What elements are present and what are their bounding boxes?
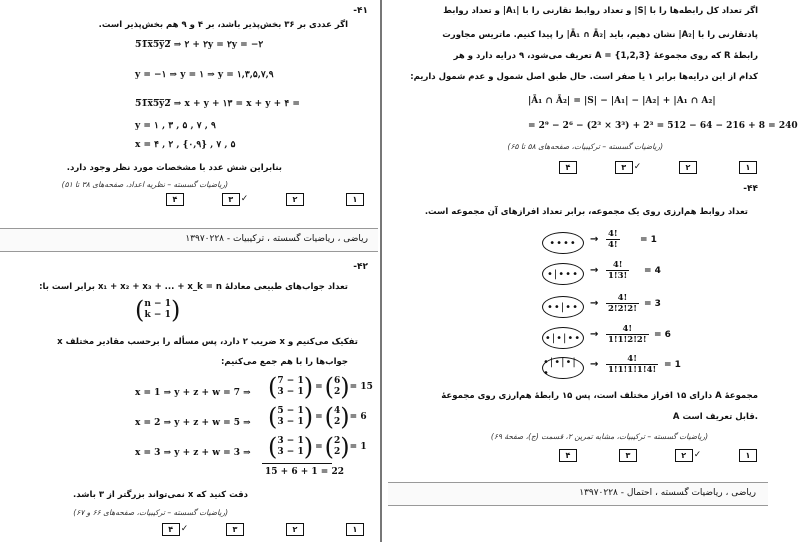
- q43-line4: کدام از این درایه‌ها برابر ۱ یا صفر است. حال طبق اصل شمول و عدم شمول داریم:: [410, 72, 758, 82]
- frac2-den: 1!3!: [608, 271, 628, 281]
- section-band-right: [388, 482, 768, 506]
- r2-bot: 3 − 1: [277, 417, 304, 427]
- binom-top: n − 1: [144, 299, 171, 309]
- partition-fraction-5: [606, 354, 658, 375]
- checkmark-icon: ✓: [240, 194, 249, 204]
- question-41-number: -۴۱: [353, 6, 368, 16]
- partition-oval-5: [542, 357, 584, 379]
- q44-option-3[interactable]: ۳: [619, 449, 637, 462]
- q42-intro: تعداد جواب‌های طبیعی معادلهٔ x₁ + x₂ + x₃ + ... + x_k = n برابر است با:: [39, 282, 348, 292]
- r3-result: = 1: [349, 442, 367, 452]
- partition-result-4: = 6: [654, 330, 671, 340]
- r3-bot2: 2: [334, 447, 341, 457]
- r1-top2: 6: [334, 376, 341, 386]
- q44-reference: (ریاضیات گسسته – ترکیبیات، مشابه تمرین ۲، قسمت (ج)، صفحهٔ ۶۹): [490, 432, 708, 441]
- r3-top: 3 − 1: [277, 436, 304, 446]
- q42-note: دقت کنید که x نمی‌تواند بزرگتر از ۳ باشد.: [73, 490, 248, 500]
- arrow-icon: →: [590, 329, 599, 340]
- q44-option-1[interactable]: ۱: [739, 449, 757, 462]
- q42-row2-lhs: x = 2 ⇒ y + z + w = 5 ⇒: [135, 418, 251, 428]
- q41-option-3[interactable]: ۳: [222, 193, 240, 206]
- arrow-icon: →: [590, 234, 599, 245]
- question-42-number: -۴۲: [353, 262, 368, 272]
- partition-fraction-2: [606, 260, 629, 281]
- r1-bot: 3 − 1: [277, 387, 304, 397]
- q42-binomial: ( n − 1 k − 1 ): [135, 296, 181, 324]
- q42-answer-row: [145, 523, 385, 535]
- frac3-den: 2!2!2!: [608, 304, 637, 314]
- frac1-den: 4!: [608, 240, 618, 250]
- partition-result-5: = 1: [664, 360, 681, 370]
- q43-option-2[interactable]: ۲: [679, 161, 697, 174]
- column-divider: [380, 0, 382, 542]
- q43-reference: (ریاضیات گسسته – ترکیبیات، صفحه‌های ۵۸ تا ۶۵): [507, 142, 663, 151]
- q44-intro: تعداد روابط هم‌ارزی روی یک مجموعه، برابر تعداد افرازهای آن مجموعه است.: [424, 207, 748, 217]
- frac1-num: 4!: [608, 229, 618, 239]
- q41-reference: (ریاضیات گسسته – نظریه اعداد، صفحه‌های ۳۸ تا ۵۱): [61, 180, 228, 189]
- q43-option-4[interactable]: ۴: [559, 161, 577, 174]
- q41-answer-row: [145, 193, 385, 205]
- frac4-den: 1!1!2!2!: [608, 335, 647, 345]
- q44-conclusion-2: A قابل تعریف است.: [672, 412, 758, 422]
- checkmark-icon: ✓: [633, 162, 642, 172]
- r3-bot: 3 − 1: [277, 447, 304, 457]
- q41-intro: اگر عددی بر ۳۶ بخش‌پذیر باشد، بر ۴ و ۹ هم بخش‌پذیر است.: [98, 20, 348, 30]
- partition-dots-4: •|•|••: [544, 332, 582, 344]
- q41-eq5: x = ۴ , ۲ , {۰,۹} , ۷ , ۵: [135, 140, 236, 150]
- q43-answer-row: [538, 161, 778, 173]
- partition-fraction-3: [606, 293, 639, 314]
- q44-option-2[interactable]: ۲: [675, 449, 693, 462]
- q43-line1: اگر تعداد کل رابطه‌ها را با |S| و تعداد روابط تقارنی را با |A₁| و تعداد روابط: [443, 6, 758, 16]
- r2-bot2: 2: [334, 417, 341, 427]
- q44-option-4[interactable]: ۴: [559, 449, 577, 462]
- q42-option-2[interactable]: ۲: [286, 523, 304, 536]
- q44-conclusion-1: مجموعهٔ A دارای ۱۵ افراز مختلف است، پس ۱۵ رابطهٔ هم‌ارزی روی مجموعهٔ: [441, 391, 758, 401]
- q41-eq2: y = −۱ ⇒ y = ۱ ⇒ y = ۱,۳,۵,۷,۹: [135, 70, 274, 80]
- r1-result: = 15: [349, 382, 373, 392]
- r3-top2: 2: [334, 436, 341, 446]
- right-column: [388, 0, 798, 542]
- q41-option-1[interactable]: ۱: [346, 193, 364, 206]
- q42-row3-lhs: x = 3 ⇒ y + z + w = 3 ⇒: [135, 448, 251, 458]
- partition-result-1: = 1: [640, 235, 657, 245]
- q42-option-1[interactable]: ۱: [346, 523, 364, 536]
- checkmark-icon: ✓: [180, 524, 189, 534]
- section-band-title: ریاضی ، ریاضیات گسسته ، ترکیبیات - ۱۳۹۷۰۲۲۸: [185, 234, 368, 244]
- q42-paragraph-1: x ضریب ۲ دارد، پس مسأله را برحسب مقادیر مختلف x تفکیک می‌کنیم و: [57, 337, 358, 347]
- partition-oval-4: [542, 327, 584, 349]
- q42-paragraph-2: جواب‌ها را با هم جمع می‌کنیم:: [221, 357, 348, 367]
- partition-fraction-1: [606, 229, 620, 250]
- q43-line3: رابطهٔ R که روی مجموعهٔ A = {1,2,3} تعریف می‌شود، ۹ درایه دارد و هر: [453, 51, 758, 61]
- partition-dots-1: ••••: [549, 237, 577, 249]
- binom-bottom: k − 1: [144, 310, 171, 320]
- q42-row3-binom: ( 3 − 1 3 − 1 ) = ( 2 2 ) = 1: [268, 433, 367, 461]
- partition-oval-3: [542, 296, 584, 318]
- q43-formula1: |Ā₁ ∩ Ā₂| = |S| − |A₁| − |A₂| + |A₁ ∩ A₂|: [528, 96, 716, 106]
- partition-oval-2: [542, 263, 584, 285]
- partition-fraction-4: [606, 324, 649, 345]
- partition-dots-3: ••|••: [547, 301, 579, 313]
- q41-option-4[interactable]: ۴: [166, 193, 184, 206]
- frac5-den: 1!1!1!1!4!: [608, 365, 657, 375]
- arrow-icon: →: [590, 298, 599, 309]
- q42-sum: 15 + 6 + 1 = 22: [265, 467, 344, 477]
- partition-dots-2: •|•••: [547, 268, 579, 280]
- arrow-icon: →: [590, 359, 599, 370]
- q43-option-1[interactable]: ۱: [739, 161, 757, 174]
- partition-oval-1: [542, 232, 584, 254]
- r2-top: 5 − 1: [277, 406, 304, 416]
- q41-eq4: y = ۱ , ۳ , ۵ , ۷ , ۹: [135, 121, 216, 131]
- r1-top: 7 − 1: [277, 376, 304, 386]
- r2-top2: 4: [334, 406, 341, 416]
- q42-row2-binom: ( 5 − 1 3 − 1 ) = ( 4 2 ) = 6: [268, 403, 367, 431]
- q42-option-4[interactable]: ۴: [162, 523, 180, 536]
- q44-answer-row: [538, 449, 778, 461]
- sum-line: [262, 463, 332, 464]
- q43-option-3[interactable]: ۳: [615, 161, 633, 174]
- r2-result: = 6: [349, 412, 367, 422]
- partition-result-3: = 3: [644, 299, 661, 309]
- q43-line2: پادتقارنی را با |A₂| نشان دهیم، باید |Ā₁ ∩ Ā₂| را پیدا کنیم. ماتریس مجاورت: [442, 30, 758, 40]
- q42-reference: (ریاضیات گسسته – ترکیبیات، صفحه‌های ۶۶ و ۶۷): [73, 508, 228, 517]
- partition-result-2: = 4: [644, 266, 661, 276]
- section-band-title-right: ریاضی ، ریاضیات گسسته ، احتمال - ۱۳۹۷۰۲۲۸: [579, 488, 756, 498]
- frac5-num: 4!: [606, 354, 658, 365]
- partition-dots-5: •|•|•|•: [543, 357, 577, 379]
- q43-formula2: = 2⁹ − 2⁶ − (2³ × 3³) + 2³ = 512 − 64 − 216 + 8 = 240: [528, 121, 798, 131]
- checkmark-icon: ✓: [693, 450, 702, 460]
- arrow-icon: →: [590, 265, 599, 276]
- q41-option-2[interactable]: ۲: [286, 193, 304, 206]
- frac2-num: 4!: [606, 260, 629, 271]
- frac3-num: 4!: [606, 293, 639, 304]
- q41-eq1: 5̅1̅x̅5̅y̅2̅ ⇒ ۲ + ۲y = ۲y = −۲: [135, 40, 264, 50]
- q41-eq3: 5̅1̅x̅5̅y̅2̅ ⇒ x + y + ۱۳ = x + y + ۴ =: [135, 99, 300, 109]
- q41-conclusion: بنابراین شش عدد با مشخصات مورد نظر وجود دارد.: [66, 163, 282, 173]
- section-band-left: [0, 228, 378, 252]
- left-column: [0, 0, 378, 542]
- q42-row1-binom: ( 7 − 1 3 − 1 ) = ( 6 2 ) = 15: [268, 373, 373, 401]
- question-44-number: -۴۴: [743, 184, 758, 194]
- r1-bot2: 2: [334, 387, 341, 397]
- frac4-num: 4!: [606, 324, 649, 335]
- q42-option-3[interactable]: ۳: [226, 523, 244, 536]
- q42-row1-lhs: x = 1 ⇒ y + z + w = 7 ⇒: [135, 388, 251, 398]
